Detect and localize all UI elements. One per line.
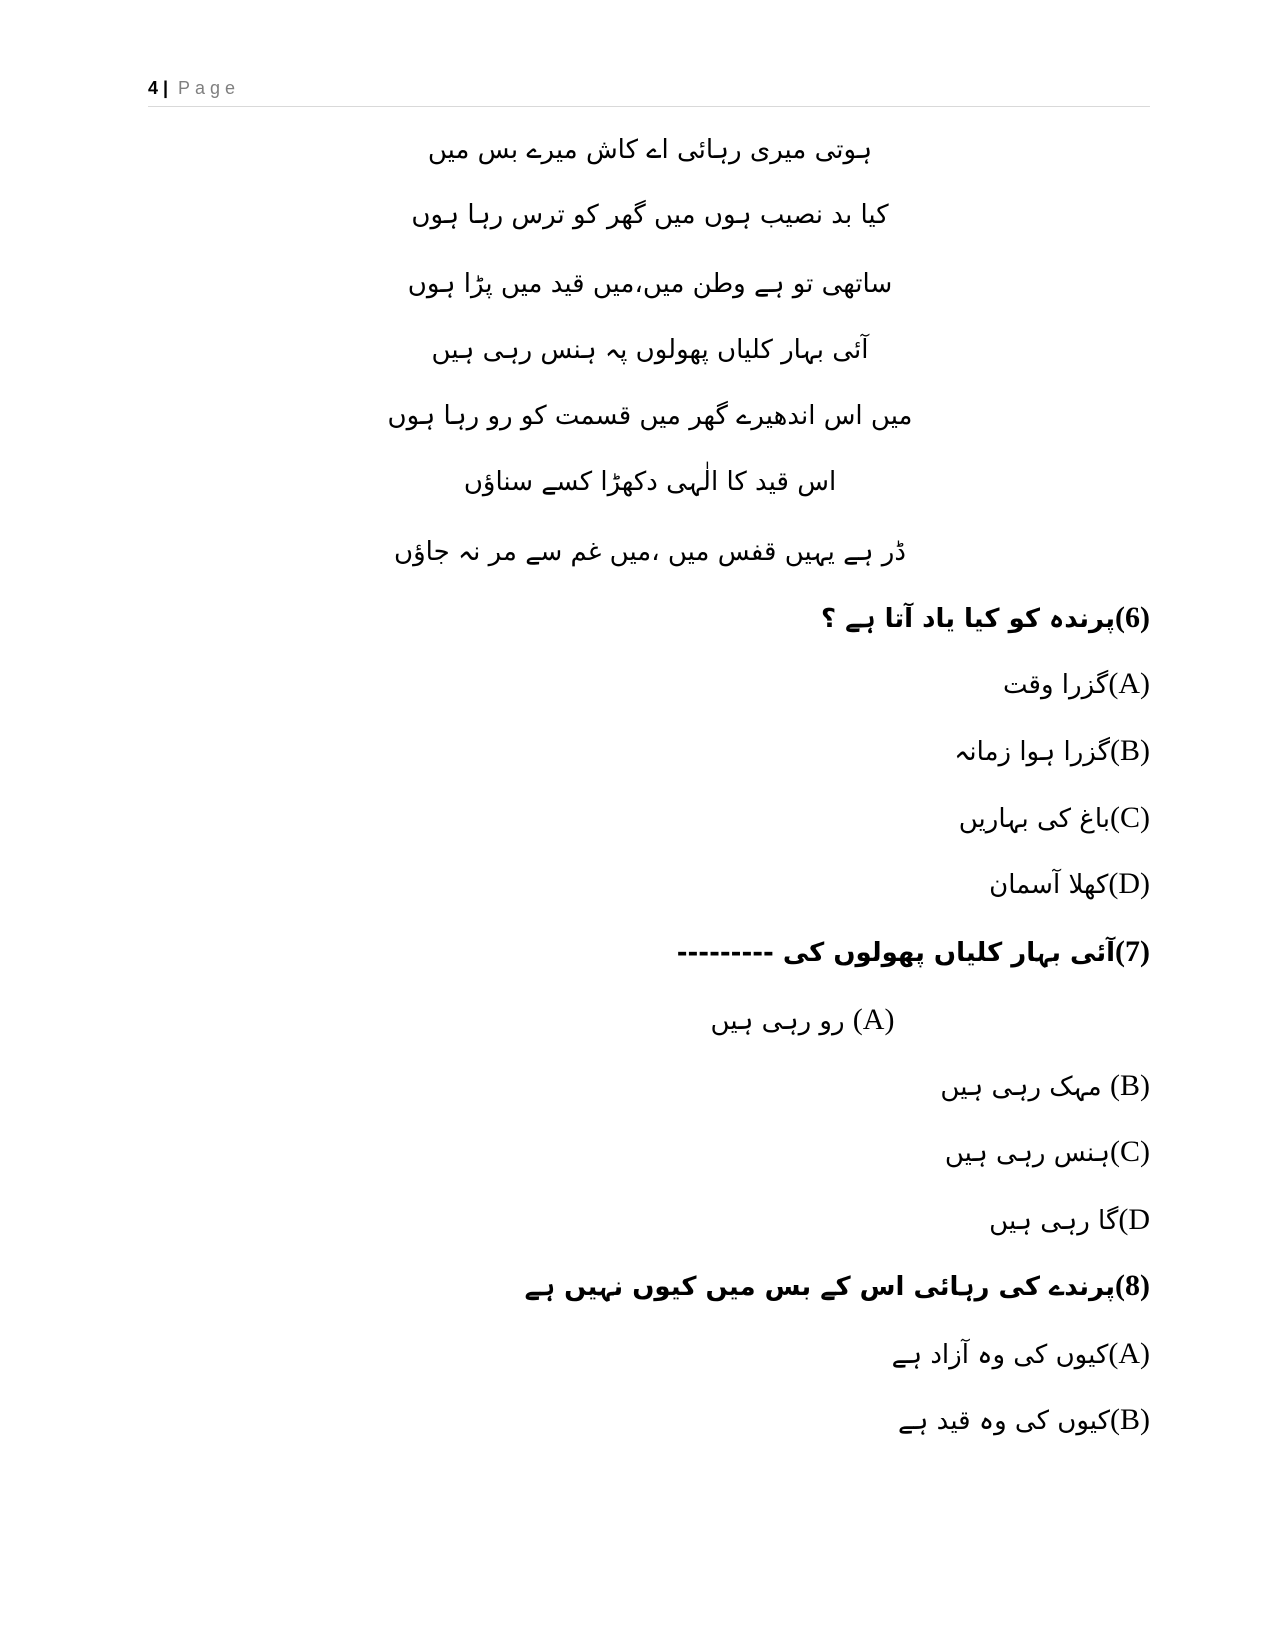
question-8: [525, 1266, 1150, 1307]
option-label: (A): [1108, 1337, 1150, 1370]
poem-line: ساتھی تو ہے وطن میں،میں قید میں پڑا ہوں: [407, 269, 893, 299]
option-label: D): [1118, 1203, 1150, 1236]
poem-line: میں اس اندھیرے گھر میں قسمت کو رو رہا ہوں: [387, 401, 913, 431]
option-label: (B): [1109, 734, 1150, 767]
option-label: (B): [1109, 1069, 1150, 1102]
option-text: مہک رہی ہیں: [940, 1072, 1102, 1102]
question-text: پرندے کی رہائی اس کے بس میں کیوں نہیں ہے: [524, 1272, 1115, 1302]
q7-option-d: [989, 1200, 1150, 1241]
option-text: کھلا آسمان: [989, 870, 1109, 900]
poem-line: اس قید کا الٰہی دکھڑا کسے سناؤں: [463, 467, 837, 497]
q8-option-b: [898, 1400, 1150, 1441]
page-header: [148, 76, 1150, 107]
option-text: کیوں کی وہ آزاد ہے: [891, 1340, 1109, 1370]
option-label: (C): [1109, 1135, 1150, 1168]
q6-option-a: [1003, 664, 1150, 705]
option-text: گا رہی ہیں: [989, 1206, 1119, 1236]
poem-line: آئی بہار کلیاں پھولوں پہ ہنس رہی ہیں: [431, 335, 869, 365]
question-number: (7): [1115, 935, 1150, 968]
q6-option-c: [959, 798, 1150, 839]
option-text: ہنس رہی ہیں: [944, 1138, 1110, 1168]
question-number: (8): [1115, 1269, 1150, 1302]
option-label: (A): [1108, 667, 1150, 700]
option-text: گزرا وقت: [1003, 670, 1109, 700]
option-label: (B): [1109, 1403, 1150, 1436]
q8-option-a: [892, 1334, 1150, 1375]
q6-option-d: [989, 864, 1150, 905]
poem-line: کیا بد نصیب ہوں میں گھر کو ترس رہا ہوں: [411, 200, 889, 230]
poem-line: ڈر ہے یہیں قفس میں ،میں غم سے مر نہ جاؤں: [394, 537, 906, 567]
q7-option-a: [0, 1000, 1275, 1041]
q7-option-b: [940, 1066, 1150, 1107]
option-text: رو رہی ہیں: [710, 1006, 845, 1036]
q7-option-c: [945, 1132, 1150, 1173]
question-6: [821, 598, 1150, 639]
page-label: Page: [178, 78, 241, 98]
question-number: (6): [1115, 601, 1150, 634]
poem-line: ہوتی میری رہائی اے کاش میرے بس میں: [427, 135, 873, 165]
question-7: [677, 932, 1150, 973]
option-label: (A): [852, 1003, 895, 1036]
option-label: (D): [1108, 867, 1150, 900]
q6-option-b: [954, 731, 1150, 772]
question-text: آئی بہار کلیاں پھولوں کی ---------: [676, 938, 1115, 968]
option-label: (C): [1109, 801, 1150, 834]
option-text: کیوں کی وہ قید ہے: [897, 1406, 1110, 1436]
page-number: 4 |: [148, 78, 169, 98]
question-text: پرندہ کو کیا یاد آتا ہے ؟: [820, 604, 1115, 634]
option-text: باغ کی بہاریں: [958, 804, 1110, 834]
option-text: گزرا ہوا زمانہ: [954, 737, 1110, 767]
